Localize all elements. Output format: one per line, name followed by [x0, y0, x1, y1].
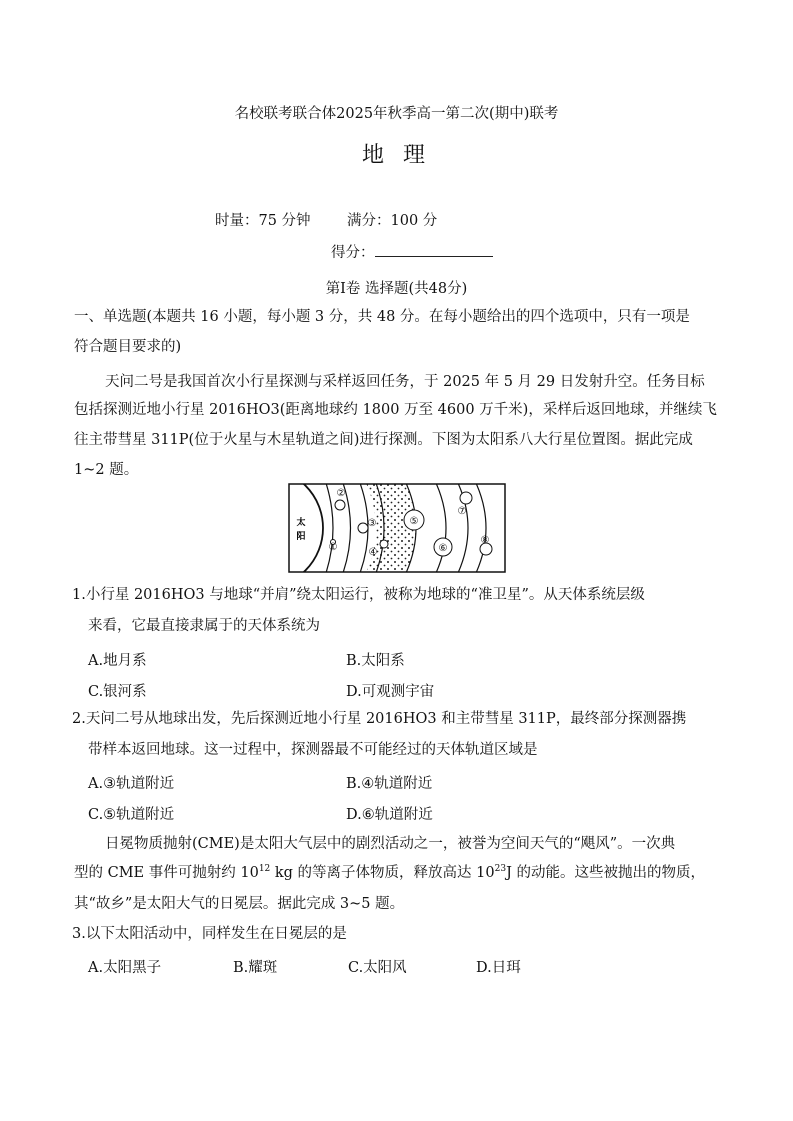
planet-label-5: ⑤ [409, 516, 419, 527]
passage1-line-2: 包括探测近地小行星 2016HO3(距离地球约 1800 万至 4600 万千米)，采样后返回地球，并继续飞 [74, 402, 717, 418]
instruction-line-2: 符合题目要求的) [74, 339, 182, 355]
section-title: 第Ⅰ卷 选择题(共48分) [325, 281, 468, 297]
q1-stem-line-2: 来看，它最直接隶属于的天体系统为 [88, 618, 320, 634]
passage1-line-3: 往主带彗星 311P(位于火星与木星轨道之间)进行探测。下图为太阳系八大行星位置图。据此完成 [74, 432, 693, 448]
passage2-line-3: 其“故乡”是太阳大气的日冕层。据此完成 3~5 题。 [74, 896, 405, 912]
passage1-line-4: 1~2 题。 [74, 462, 139, 478]
q2-option-b[interactable]: B.④轨道附近 [346, 776, 433, 792]
passage2-line-2-b: kg 的等离子体物质，释放高达 10 [270, 865, 495, 881]
q2-stem-line-1: 2.天问二号从地球出发，先后探测近地小行星 2016HO3 和主带彗星 311P，最终部分探测器携 [72, 711, 687, 727]
passage1-line-1: 天问二号是我国首次小行星探测与采样返回任务，于 2025 年 5 月 29 日发射升空。任务目标 [105, 374, 705, 390]
q2-option-a[interactable]: A.③轨道附近 [88, 776, 175, 792]
got-score-label: 得分： [331, 245, 375, 261]
instruction-line-1: 一、单选题(本题共 16 小题，每小题 3 分，共 48 分。在每小题给出的四个选项中，只有一项是 [74, 309, 690, 325]
q3-option-c[interactable]: C.太阳风 [348, 960, 407, 976]
passage2-line-2 [74, 863, 734, 883]
sun-label-2: 阳 [296, 532, 306, 542]
q2-option-c[interactable]: C.⑤轨道附近 [88, 807, 175, 823]
q1-option-c[interactable]: C.银河系 [88, 684, 147, 700]
planet-label-7: ⑦ [457, 506, 467, 517]
subject-title: 地 理 [362, 143, 431, 168]
planet-label-4: ④ [368, 547, 378, 558]
q3-option-b[interactable]: B.耀斑 [233, 960, 278, 976]
planet-label-3: ③ [367, 518, 377, 529]
got-score-row [331, 241, 493, 262]
passage2-sup-2: 23 [494, 864, 507, 875]
sun-shape [288, 483, 323, 573]
planet-label-2: ② [336, 488, 346, 499]
q1-stem-line-1: 1.小行星 2016HO3 与地球“并肩”绕太阳运行，被称为地球的“准卫星”。从天体系统层级 [72, 587, 645, 603]
planet-4-mars [380, 540, 388, 548]
q1-option-b[interactable]: B.太阳系 [346, 653, 405, 669]
q1-option-d[interactable]: D.可观测宇宙 [346, 684, 435, 700]
passage2-line-2-c: J 的动能。这些被抛出的物质， [506, 865, 705, 881]
q2-stem-line-2: 带样本返回地球。这一过程中，探测器最不可能经过的天体轨道区域是 [88, 742, 538, 758]
planet-label-8: ⑧ [480, 535, 490, 546]
passage2-line-2-a: 型的 CME 事件可抛射约 10 [74, 865, 259, 881]
passage2-line-1: 日冕物质抛射(CME)是太阳大气层中的剧烈活动之一，被誉为空间天气的“飓风”。一次典 [105, 836, 676, 852]
exam-title: 名校联考联合体2025年秋季高一第二次(期中)联考 [234, 106, 559, 122]
q3-option-a[interactable]: A.太阳黑子 [88, 960, 162, 976]
solar-system-diagram [288, 483, 506, 573]
planet-7-uranus [460, 492, 472, 504]
sun-label-1: 太 [296, 518, 306, 528]
time-label: 时量：75 分钟 [215, 213, 311, 229]
planet-label-6: ⑥ [438, 543, 448, 554]
planet-label-1: ① [328, 542, 338, 553]
planet-3-earth [358, 523, 368, 533]
q3-option-d[interactable]: D.日珥 [476, 960, 521, 976]
score-label: 满分：100 分 [347, 213, 438, 229]
planet-2-venus [335, 500, 345, 510]
passage2-sup-1: 12 [258, 864, 271, 875]
q2-option-d[interactable]: D.⑥轨道附近 [346, 807, 433, 823]
score-blank[interactable] [375, 244, 493, 257]
q3-stem: 3.以下太阳活动中，同样发生在日冕层的是 [72, 926, 347, 942]
q1-option-a[interactable]: A.地月系 [88, 653, 147, 669]
